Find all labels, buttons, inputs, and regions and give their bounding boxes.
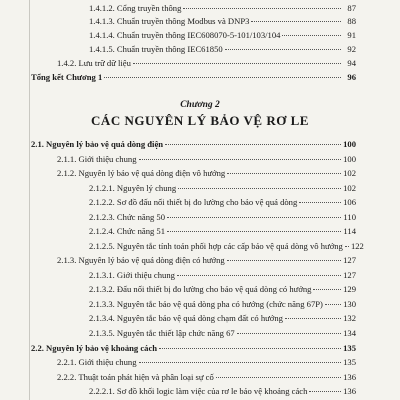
- leader-dots: [345, 246, 349, 247]
- toc-entry-page: 127: [343, 255, 356, 265]
- toc-entry-text: 2.1.2.2. Sơ đồ đấu nối thiết bị đo lường cho bảo vệ quá dòng: [89, 197, 298, 207]
- leader-dots: [216, 377, 341, 378]
- leader-dots: [282, 35, 341, 36]
- toc-entry-page: 114: [343, 226, 356, 236]
- toc-entry-page: 135: [343, 343, 356, 353]
- toc-entry-page: 102: [343, 168, 356, 178]
- toc-entry-text: 2.1. Nguyên lý bảo vệ quá dòng điện: [31, 139, 164, 149]
- toc-entry: [89, 226, 356, 237]
- toc-entry: [89, 44, 356, 55]
- toc-entry: [89, 30, 356, 41]
- leader-dots: [313, 289, 341, 290]
- toc-entry: [89, 183, 356, 194]
- chapter-label: Chương 2: [180, 100, 220, 110]
- leader-dots: [325, 304, 341, 305]
- leader-dots: [159, 348, 341, 349]
- toc-entry: [89, 299, 356, 310]
- toc-entry-text: 2.2.1. Giới thiệu chung: [57, 357, 137, 367]
- toc-entry: [89, 241, 364, 252]
- toc-entry-page: 135: [343, 357, 356, 367]
- leader-dots: [225, 49, 341, 50]
- toc-entry-text: 2.1.2.1. Nguyên lý chung: [89, 183, 177, 193]
- toc-entry-text: 2.1.3.1. Giới thiệu chung: [89, 270, 175, 280]
- toc-entry-page: 106: [343, 197, 356, 207]
- toc-entry-page: 136: [343, 372, 356, 382]
- toc-entry: [57, 255, 356, 266]
- leader-dots: [251, 21, 341, 22]
- toc-entry: [57, 154, 356, 165]
- leader-dots: [165, 144, 341, 145]
- leader-dots: [139, 362, 342, 363]
- toc-entry-text: 2.1.3.4. Nguyên tắc bảo vệ quá dòng chạm đất có hướng: [89, 313, 283, 323]
- leader-dots: [227, 173, 341, 174]
- toc-entry-text: 2.1.3. Nguyên lý bảo vệ quá dòng điện có hướng: [57, 255, 225, 265]
- page-edge-line: [29, 0, 30, 400]
- toc-entry-text: 2.1.2.3. Chức năng 50: [89, 212, 166, 222]
- toc-entry: [31, 139, 356, 150]
- leader-dots: [139, 159, 342, 160]
- toc-entry-text: 2.2.2.1. Sơ đồ khối logic làm việc của rơ le bảo vệ khoảng cách: [89, 386, 308, 396]
- toc-entry-page: 136: [343, 386, 356, 396]
- toc-entry: [31, 343, 356, 354]
- toc-entry-page: 127: [343, 270, 356, 280]
- toc-entry: [57, 168, 356, 179]
- toc-entry-page: 92: [347, 44, 356, 54]
- leader-dots: [133, 63, 341, 64]
- toc-entry-page: 87: [347, 3, 356, 13]
- toc-entry: [57, 357, 356, 368]
- toc-entry-page: 130: [343, 299, 356, 309]
- toc-entry-text: 2.1.1. Giới thiệu chung: [57, 154, 137, 164]
- toc-entry-page: 129: [343, 284, 356, 294]
- leader-dots: [183, 8, 341, 9]
- leader-dots: [285, 318, 341, 319]
- toc-entry-page: 94: [347, 58, 356, 68]
- toc-entry-text: 2.2. Nguyên lý bảo vệ khoảng cách: [31, 343, 158, 353]
- toc-entry-text: 2.1.3.5. Nguyên tắc thiết lập chức năng 67: [89, 328, 235, 338]
- toc-entry-text: 1.4.1.3. Chuẩn truyền thông Modbus và DNP3: [89, 16, 250, 26]
- toc-entry-text: 1.4.2. Lưu trữ dữ liệu: [57, 58, 131, 68]
- toc-entry-text: Tổng kết Chương 1: [31, 72, 103, 82]
- toc-entry: [57, 58, 356, 69]
- toc-entry: [89, 3, 356, 14]
- toc-entry: [31, 72, 356, 83]
- toc-entry-page: 96: [347, 72, 356, 82]
- toc-entry: [89, 328, 356, 339]
- leader-dots: [178, 188, 341, 189]
- leader-dots: [227, 260, 341, 261]
- leader-dots: [177, 275, 341, 276]
- toc-entry-page: 110: [343, 212, 356, 222]
- leader-dots: [299, 202, 341, 203]
- toc-entry-text: 1.4.1.2. Cổng truyền thông: [89, 3, 182, 13]
- toc-entry: [89, 16, 356, 27]
- toc-entry-page: 88: [347, 16, 356, 26]
- toc-entry-text: 2.1.3.2. Đấu nối thiết bị đo lường cho bảo vệ quá dòng có hướng: [89, 284, 312, 294]
- toc-entry-text: 2.1.2.5. Nguyên tắc tính toán phối hợp các cấp bảo vệ quá dòng vô hướng: [89, 241, 343, 251]
- toc-entry-page: 91: [347, 30, 356, 40]
- leader-dots: [167, 217, 341, 218]
- toc-entry-page: 100: [343, 154, 356, 164]
- toc-entry-text: 2.2.2. Thuật toán phát hiện và phân loại sự cố: [57, 372, 214, 382]
- toc-entry-page: 134: [343, 328, 356, 338]
- toc-entry: [89, 212, 356, 223]
- leader-dots: [309, 391, 341, 392]
- toc-entry: [89, 270, 356, 281]
- leader-dots: [104, 77, 341, 78]
- leader-dots: [237, 333, 341, 334]
- toc-entry-page: 102: [343, 183, 356, 193]
- toc-entry-text: 2.1.2.4. Chức năng 51: [89, 226, 166, 236]
- toc-entry-text: 1.4.1.5. Chuẩn truyền thông IEC61850: [89, 44, 223, 54]
- leader-dots: [167, 231, 341, 232]
- chapter-title: CÁC NGUYÊN LÝ BẢO VỆ RƠ LE: [91, 113, 309, 128]
- toc-entry: [89, 284, 356, 295]
- toc-entry: [89, 386, 356, 397]
- toc-entry-page: 100: [343, 139, 356, 149]
- toc-entry: [89, 197, 356, 208]
- toc-entry-text: 2.1.2. Nguyên lý bảo vệ quá dòng điện vô hướng: [57, 168, 226, 178]
- toc-entry: [57, 372, 356, 383]
- toc-entry: [89, 313, 356, 324]
- toc-entry-page: 122: [350, 241, 364, 251]
- toc-entry-page: 132: [343, 313, 356, 323]
- toc-entry-text: 1.4.1.4. Chuẩn truyền thông IEC608070-5-101/103/104: [89, 30, 281, 40]
- toc-entry-text: 2.1.3.3. Nguyên tắc bảo vệ quá dòng pha có hướng (chức năng 67P): [89, 299, 323, 309]
